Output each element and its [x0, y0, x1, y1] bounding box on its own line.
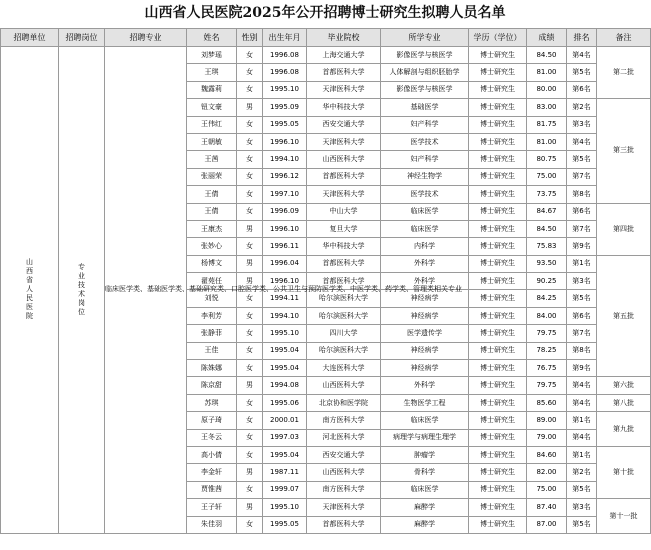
cell-degree: 博士研究生 [469, 446, 527, 463]
cell-birth: 1996.11 [263, 238, 307, 255]
cell-batch-remark: 第五批 [597, 255, 651, 377]
cell-rank: 第2名 [567, 464, 597, 481]
cell-score: 84.50 [527, 47, 567, 64]
header-birth: 出生年月 [263, 29, 307, 47]
cell-studied-major: 妇产科学 [381, 116, 469, 133]
cell-studied-major: 内科学 [381, 238, 469, 255]
cell-school: 山西医科大学 [307, 464, 381, 481]
cell-score: 75.00 [527, 481, 567, 498]
cell-rank: 第6名 [567, 81, 597, 98]
cell-name: 王佳 [187, 342, 237, 359]
cell-birth: 1995.04 [263, 342, 307, 359]
cell-studied-major: 外科学 [381, 377, 469, 394]
cell-studied-major: 病理学与病理生理学 [381, 429, 469, 446]
cell-batch-remark: 第九批 [597, 412, 651, 447]
cell-school: 复旦大学 [307, 220, 381, 237]
cell-score: 90.25 [527, 273, 567, 290]
cell-school: 天津医科大学 [307, 186, 381, 203]
cell-name: 杨博文 [187, 255, 237, 272]
cell-school: 天津医科大学 [307, 499, 381, 516]
cell-studied-major: 人体解剖与组织胚胎学 [381, 64, 469, 81]
cell-studied-major: 神经生物学 [381, 168, 469, 185]
cell-degree: 博士研究生 [469, 64, 527, 81]
cell-score: 84.60 [527, 446, 567, 463]
cell-rank: 第7名 [567, 325, 597, 342]
cell-degree: 博士研究生 [469, 116, 527, 133]
cell-birth: 1994.11 [263, 290, 307, 307]
cell-name: 张妙心 [187, 238, 237, 255]
cell-school: 天津医科大学 [307, 81, 381, 98]
cell-batch-remark: 第六批 [597, 377, 651, 394]
cell-birth: 1995.10 [263, 81, 307, 98]
cell-degree: 博士研究生 [469, 220, 527, 237]
cell-studied-major: 外科学 [381, 273, 469, 290]
cell-school: 南方医科大学 [307, 412, 381, 429]
cell-studied-major: 骨科学 [381, 464, 469, 481]
cell-name: 王茜 [187, 151, 237, 168]
cell-birth: 1997.10 [263, 186, 307, 203]
cell-rank: 第5名 [567, 151, 597, 168]
cell-score: 84.67 [527, 203, 567, 220]
cell-gender: 女 [237, 203, 263, 220]
cell-name: 朱佳羽 [187, 516, 237, 533]
cell-name: 苏琪 [187, 394, 237, 411]
cell-degree: 博士研究生 [469, 412, 527, 429]
cell-birth: 1995.05 [263, 116, 307, 133]
cell-name: 李金轩 [187, 464, 237, 481]
cell-birth: 1999.07 [263, 481, 307, 498]
cell-name: 王伟红 [187, 116, 237, 133]
cell-name: 陈京甜 [187, 377, 237, 394]
cell-rank: 第6名 [567, 307, 597, 324]
cell-birth: 1997.03 [263, 429, 307, 446]
cell-school: 首都医科大学 [307, 64, 381, 81]
cell-birth: 1996.08 [263, 64, 307, 81]
cell-studied-major: 麻醉学 [381, 516, 469, 533]
cell-score: 81.75 [527, 116, 567, 133]
cell-rank: 第3名 [567, 499, 597, 516]
cell-rank: 第7名 [567, 168, 597, 185]
cell-rank: 第2名 [567, 99, 597, 116]
cell-name: 张静菲 [187, 325, 237, 342]
cell-name: 魏露莉 [187, 81, 237, 98]
cell-score: 85.60 [527, 394, 567, 411]
cell-birth: 1995.04 [263, 446, 307, 463]
cell-studied-major: 外科学 [381, 255, 469, 272]
cell-studied-major: 临床医学 [381, 481, 469, 498]
cell-score: 89.00 [527, 412, 567, 429]
cell-school: 上海交通大学 [307, 47, 381, 64]
cell-post [59, 47, 105, 534]
cell-gender: 男 [237, 464, 263, 481]
cell-name: 王子轩 [187, 499, 237, 516]
cell-degree: 博士研究生 [469, 151, 527, 168]
cell-studied-major: 基础医学 [381, 99, 469, 116]
cell-birth: 1994.10 [263, 151, 307, 168]
cell-studied-major: 神经病学 [381, 360, 469, 377]
cell-degree: 博士研究生 [469, 133, 527, 150]
cell-score: 80.75 [527, 151, 567, 168]
cell-score: 75.83 [527, 238, 567, 255]
cell-rank: 第9名 [567, 238, 597, 255]
cell-gender: 女 [237, 325, 263, 342]
cell-score: 93.50 [527, 255, 567, 272]
cell-studied-major: 临床医学 [381, 203, 469, 220]
cell-name: 王倩 [187, 203, 237, 220]
cell-gender: 女 [237, 186, 263, 203]
cell-birth: 1996.04 [263, 255, 307, 272]
cell-school: 首都医科大学 [307, 516, 381, 533]
header-school: 毕业院校 [307, 29, 381, 47]
cell-degree: 博士研究生 [469, 360, 527, 377]
cell-studied-major: 麻醉学 [381, 499, 469, 516]
cell-degree: 博士研究生 [469, 203, 527, 220]
cell-birth: 1995.06 [263, 394, 307, 411]
cell-gender: 女 [237, 133, 263, 150]
cell-studied-major: 医学技术 [381, 186, 469, 203]
cell-rank: 第4名 [567, 377, 597, 394]
cell-score: 82.00 [527, 464, 567, 481]
cell-school: 南方医科大学 [307, 481, 381, 498]
cell-name: 高小倩 [187, 446, 237, 463]
cell-degree: 博士研究生 [469, 81, 527, 98]
cell-studied-major: 影像医学与核医学 [381, 81, 469, 98]
cell-degree: 博士研究生 [469, 238, 527, 255]
cell-studied-major: 神经病学 [381, 290, 469, 307]
cell-degree: 博士研究生 [469, 186, 527, 203]
cell-gender: 女 [237, 290, 263, 307]
cell-unit [1, 47, 59, 534]
cell-gender: 女 [237, 446, 263, 463]
cell-gender: 女 [237, 342, 263, 359]
cell-score: 73.75 [527, 186, 567, 203]
cell-gender: 女 [237, 307, 263, 324]
cell-score: 87.40 [527, 499, 567, 516]
cell-score: 80.00 [527, 81, 567, 98]
cell-school: 西安交通大学 [307, 116, 381, 133]
cell-batch-remark: 第四批 [597, 203, 651, 255]
cell-gender: 女 [237, 151, 263, 168]
cell-batch-remark: 第八批 [597, 394, 651, 411]
cell-rank: 第4名 [567, 47, 597, 64]
cell-gender: 女 [237, 516, 263, 533]
cell-rank: 第4名 [567, 429, 597, 446]
cell-studied-major: 临床医学 [381, 220, 469, 237]
header-row [1, 29, 651, 47]
cell-birth: 1996.10 [263, 133, 307, 150]
roster-body [1, 47, 651, 534]
cell-gender: 女 [237, 429, 263, 446]
cell-score: 83.00 [527, 99, 567, 116]
cell-gender: 女 [237, 81, 263, 98]
cell-rank: 第8名 [567, 186, 597, 203]
cell-gender: 男 [237, 220, 263, 237]
cell-studied-major: 神经病学 [381, 342, 469, 359]
cell-batch-remark: 第二批 [597, 47, 651, 99]
cell-degree: 博士研究生 [469, 394, 527, 411]
header-degree: 学历（学位） [469, 29, 527, 47]
post-text: 专业技术岗位 [78, 262, 85, 316]
cell-rank: 第5名 [567, 481, 597, 498]
cell-batch-remark: 第十一批 [597, 499, 651, 534]
cell-school: 天津医科大学 [307, 133, 381, 150]
cell-name: 钮文豪 [187, 99, 237, 116]
cell-rank: 第4名 [567, 394, 597, 411]
cell-name: 张丽荣 [187, 168, 237, 185]
cell-gender: 女 [237, 47, 263, 64]
cell-school: 首都医科大学 [307, 273, 381, 290]
cell-hiring-major: 临床医学类、基础医学类、基础研究类、口腔医学类、公共卫生与预防医学类、中医学类、药学类、管理类相关专业 [105, 47, 187, 534]
cell-studied-major: 肿瘤学 [381, 446, 469, 463]
cell-name: 王琪 [187, 64, 237, 81]
cell-rank: 第8名 [567, 342, 597, 359]
cell-batch-remark: 第十批 [597, 446, 651, 498]
cell-gender: 女 [237, 168, 263, 185]
cell-name: 贾惟茜 [187, 481, 237, 498]
cell-name: 刘悦 [187, 290, 237, 307]
cell-gender: 女 [237, 116, 263, 133]
cell-birth: 1994.10 [263, 307, 307, 324]
cell-score: 84.50 [527, 220, 567, 237]
hiring-roster-table [0, 28, 651, 534]
cell-score: 75.00 [527, 168, 567, 185]
header-studied-major: 所学专业 [381, 29, 469, 47]
cell-name: 刘梦瑶 [187, 47, 237, 64]
cell-batch-remark: 第三批 [597, 99, 651, 203]
cell-score: 81.00 [527, 64, 567, 81]
cell-degree: 博士研究生 [469, 325, 527, 342]
cell-school: 河北医科大学 [307, 429, 381, 446]
header-unit: 招聘单位 [1, 29, 59, 47]
cell-birth: 1996.10 [263, 273, 307, 290]
cell-score: 76.75 [527, 360, 567, 377]
cell-gender: 女 [237, 412, 263, 429]
cell-degree: 博士研究生 [469, 516, 527, 533]
cell-degree: 博士研究生 [469, 429, 527, 446]
cell-gender: 男 [237, 499, 263, 516]
cell-gender: 男 [237, 255, 263, 272]
cell-score: 79.75 [527, 325, 567, 342]
cell-rank: 第1名 [567, 412, 597, 429]
cell-gender: 男 [237, 99, 263, 116]
cell-gender: 女 [237, 481, 263, 498]
cell-rank: 第5名 [567, 64, 597, 81]
cell-rank: 第9名 [567, 360, 597, 377]
cell-rank: 第3名 [567, 273, 597, 290]
cell-rank: 第7名 [567, 220, 597, 237]
cell-degree: 博士研究生 [469, 168, 527, 185]
cell-studied-major: 影像医学与核医学 [381, 47, 469, 64]
cell-degree: 博士研究生 [469, 307, 527, 324]
unit-text: 山西省人民医院 [26, 258, 33, 321]
cell-score: 84.25 [527, 290, 567, 307]
cell-studied-major: 临床医学 [381, 412, 469, 429]
cell-studied-major: 神经病学 [381, 307, 469, 324]
cell-school: 哈尔滨医科大学 [307, 307, 381, 324]
cell-name: 王康杰 [187, 220, 237, 237]
header-gender: 性别 [237, 29, 263, 47]
cell-studied-major: 生物医学工程 [381, 394, 469, 411]
cell-birth: 1996.09 [263, 203, 307, 220]
cell-gender: 男 [237, 377, 263, 394]
cell-degree: 博士研究生 [469, 273, 527, 290]
cell-name: 陈姝娜 [187, 360, 237, 377]
header-name: 姓名 [187, 29, 237, 47]
cell-birth: 1995.10 [263, 325, 307, 342]
cell-birth: 1995.09 [263, 99, 307, 116]
header-hiring-major: 招聘专业 [105, 29, 187, 47]
cell-birth: 1996.08 [263, 47, 307, 64]
cell-studied-major: 医学技术 [381, 133, 469, 150]
cell-birth: 1996.12 [263, 168, 307, 185]
header-rank: 排名 [567, 29, 597, 47]
cell-degree: 博士研究生 [469, 99, 527, 116]
cell-school: 大连医科大学 [307, 360, 381, 377]
cell-studied-major: 医学遗传学 [381, 325, 469, 342]
cell-school: 中山大学 [307, 203, 381, 220]
header-score: 成绩 [527, 29, 567, 47]
header-remark: 备注 [597, 29, 651, 47]
cell-degree: 博士研究生 [469, 255, 527, 272]
cell-school: 西安交通大学 [307, 446, 381, 463]
cell-score: 84.00 [527, 307, 567, 324]
cell-rank: 第4名 [567, 133, 597, 150]
cell-rank: 第3名 [567, 116, 597, 133]
cell-score: 79.00 [527, 429, 567, 446]
cell-school: 北京协和医学院 [307, 394, 381, 411]
cell-school: 首都医科大学 [307, 255, 381, 272]
cell-name: 原子琦 [187, 412, 237, 429]
cell-gender: 女 [237, 360, 263, 377]
cell-name: 王倩 [187, 186, 237, 203]
cell-birth: 1996.10 [263, 220, 307, 237]
cell-gender: 女 [237, 238, 263, 255]
cell-gender: 女 [237, 394, 263, 411]
cell-school: 山西医科大学 [307, 151, 381, 168]
cell-rank: 第1名 [567, 255, 597, 272]
cell-degree: 博士研究生 [469, 481, 527, 498]
cell-school: 华中科技大学 [307, 238, 381, 255]
page-title: 山西省人民医院2025年公开招聘博士研究生拟聘人员名单 [144, 5, 506, 21]
header-post: 招聘岗位 [59, 29, 105, 47]
cell-birth: 1995.10 [263, 499, 307, 516]
cell-school: 华中科技大学 [307, 99, 381, 116]
cell-name: 王冬云 [187, 429, 237, 446]
cell-birth: 1987.11 [263, 464, 307, 481]
cell-school: 山西医科大学 [307, 377, 381, 394]
table-row [1, 47, 651, 64]
cell-degree: 博士研究生 [469, 499, 527, 516]
cell-name: 李利芳 [187, 307, 237, 324]
cell-name: 翟苑任 [187, 273, 237, 290]
cell-studied-major: 妇产科学 [381, 151, 469, 168]
cell-degree: 博士研究生 [469, 290, 527, 307]
cell-rank: 第6名 [567, 203, 597, 220]
cell-birth: 1994.08 [263, 377, 307, 394]
cell-school: 哈尔滨医科大学 [307, 342, 381, 359]
cell-rank: 第5名 [567, 516, 597, 533]
cell-birth: 1995.04 [263, 360, 307, 377]
cell-degree: 博士研究生 [469, 342, 527, 359]
cell-degree: 博士研究生 [469, 464, 527, 481]
cell-gender: 男 [237, 273, 263, 290]
cell-rank: 第1名 [567, 446, 597, 463]
cell-birth: 1995.05 [263, 516, 307, 533]
cell-name: 王朝敏 [187, 133, 237, 150]
cell-school: 哈尔滨医科大学 [307, 290, 381, 307]
cell-birth: 2000.01 [263, 412, 307, 429]
cell-school: 首都医科大学 [307, 168, 381, 185]
cell-score: 87.00 [527, 516, 567, 533]
cell-score: 78.25 [527, 342, 567, 359]
cell-score: 79.75 [527, 377, 567, 394]
cell-score: 81.00 [527, 133, 567, 150]
cell-rank: 第5名 [567, 290, 597, 307]
cell-school: 四川大学 [307, 325, 381, 342]
cell-gender: 女 [237, 64, 263, 81]
cell-degree: 博士研究生 [469, 377, 527, 394]
cell-degree: 博士研究生 [469, 47, 527, 64]
